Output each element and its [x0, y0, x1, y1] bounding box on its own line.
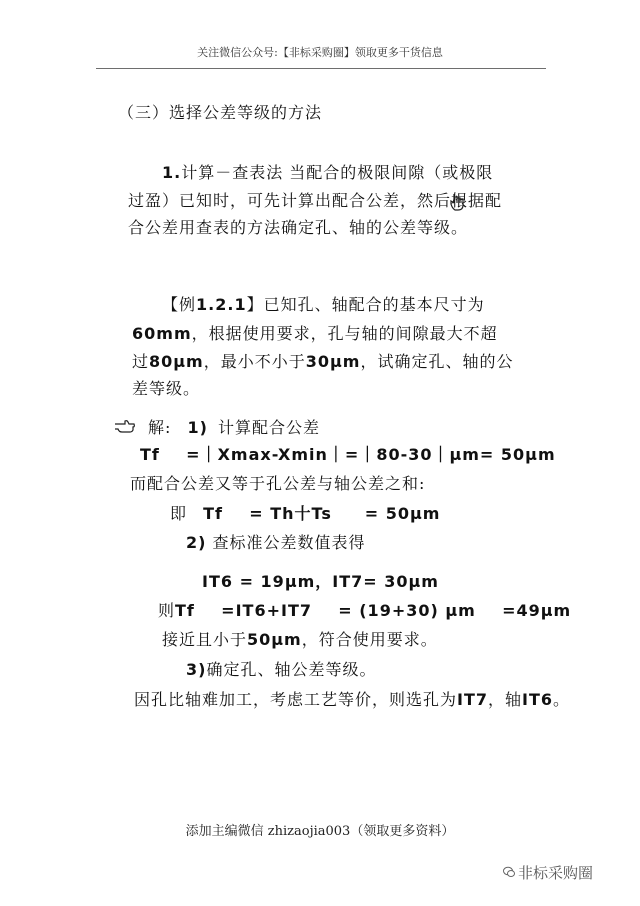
final-shaft-grade: IT6 [522, 690, 554, 709]
section-title: （三）选择公差等级的方法 [118, 103, 323, 122]
wechat-icon [503, 866, 515, 878]
example-min-gap: 30μm [305, 352, 361, 371]
example-tag-open: 【例 [162, 295, 197, 314]
step-1-text: 计算配合公差 [218, 418, 321, 437]
equation-1: Tf =｜Xmax-Xmin｜=｜80-30｜μm= 50μm [140, 445, 556, 464]
example-number: 1.2.1 [196, 295, 247, 314]
solution-step-3 [186, 657, 376, 680]
conclusion-line [162, 627, 438, 650]
method-text-1: 计算－查表法 当配合的极限间隙（或极限 [181, 163, 494, 182]
equation-2-line [170, 501, 440, 524]
method-number: 1. [162, 163, 182, 182]
brand-label: 非标采购圈 [518, 864, 594, 882]
example-max-gap: 80μm [149, 352, 204, 371]
example-tag-close: 】 [246, 295, 264, 314]
method-line-2: 过盈）已知时，可先计算出配合公差，然后根据配 [128, 191, 503, 210]
solution-step-2 [186, 530, 366, 553]
example-text-1: 已知孔、轴配合的基本尺寸为 [263, 295, 485, 314]
equation-3: IT6 = 19μm，IT7= 30μm [202, 572, 439, 591]
example-text-3b: ，最小不小于 [203, 352, 306, 371]
solution-label: 解: [148, 418, 172, 437]
solution-step-1 [148, 415, 320, 438]
example-text-3a: 过 [132, 352, 150, 371]
pointing-hand-icon [114, 418, 136, 434]
equation-2: Tf = Th十Ts = 50μm [203, 504, 441, 523]
final-text-a: 因孔比轴难加工，考虑工艺等价，则选孔为 [134, 690, 458, 709]
example-line-3 [132, 349, 513, 372]
step-1-number: 1) [187, 418, 208, 437]
example-line-2 [132, 321, 498, 344]
example-line-1 [162, 292, 485, 315]
step-2-text: 查标准公差数值表得 [212, 533, 366, 552]
method-line-1 [162, 160, 493, 183]
conclusion-text-a: 接近且小于 [162, 630, 248, 649]
example-size: 60mm [132, 324, 192, 343]
conclusion-text-b: ，符合使用要求。 [301, 630, 438, 649]
example-text-3c: ，试确定孔、轴的公 [360, 352, 514, 371]
equation-4-line [158, 598, 571, 621]
conclusion-value: 50μm [247, 630, 302, 649]
equation-4-prefix: 则 [158, 601, 176, 620]
hand-cursor-icon [448, 192, 468, 212]
method-line-3: 合公差用查表的方法确定孔、轴的公差等级。 [128, 218, 469, 237]
final-text-b: ，轴 [488, 690, 523, 709]
step-3-text: 确定孔、轴公差等级。 [206, 660, 377, 679]
step-3-number: 3) [186, 660, 207, 679]
final-hole-grade: IT7 [457, 690, 489, 709]
page-header: 关注微信公众号:【非标采购圈】领取更多干货信息 [197, 46, 443, 59]
example-line-4: 差等级。 [132, 379, 201, 398]
header-divider [96, 68, 546, 69]
step-2-number: 2) [186, 533, 207, 552]
sum-statement: 而配合公差又等于孔公差与轴公差之和: [130, 474, 426, 493]
final-text-c: 。 [553, 690, 571, 709]
final-line [134, 687, 570, 710]
equation-4: Tf =IT6+IT7 = (19+30) μm =49μm [175, 601, 572, 620]
equation-2-prefix: 即 [170, 504, 188, 523]
page-footer: 添加主编微信 zhizaojia003（领取更多资料） [185, 824, 455, 839]
example-text-2: ，根据使用要求，孔与轴的间隙最大不超 [191, 324, 498, 343]
